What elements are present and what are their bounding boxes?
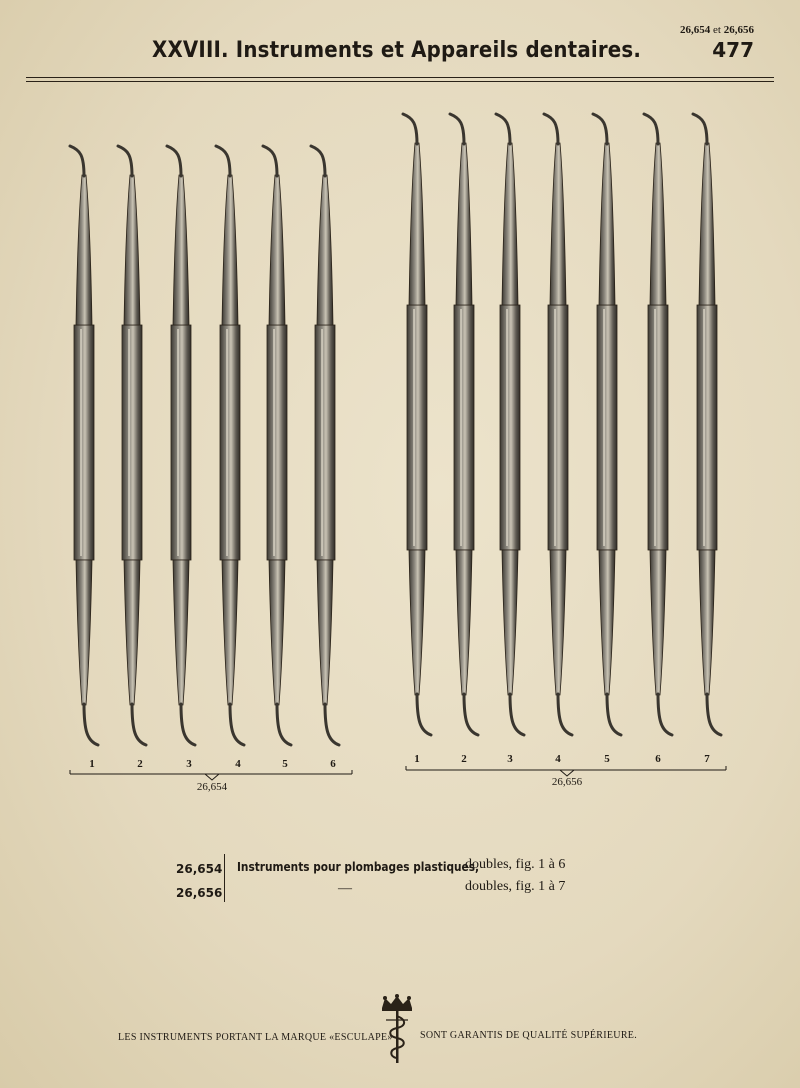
upper-shank [699, 143, 715, 305]
upper-tip [311, 146, 325, 176]
upper-shank [650, 143, 666, 305]
upper-tip [263, 146, 277, 176]
instrument-b-2 [450, 114, 478, 735]
instrument-handle [597, 305, 617, 550]
upper-shank [317, 175, 333, 325]
instrument-handle [74, 325, 94, 560]
lower-shank [124, 560, 140, 705]
figure-number-b-4: 4 [555, 753, 561, 765]
instrument-handle [407, 305, 427, 550]
lower-tip [558, 694, 572, 735]
lower-shank [456, 550, 472, 695]
instrument-b-4 [544, 114, 572, 735]
figure-number-a-4: 4 [235, 758, 241, 770]
instrument-b-3 [496, 114, 524, 735]
page-title: XXVIII. Instruments et Appareils dentaires. [152, 38, 642, 63]
instrument-handle [648, 305, 668, 550]
lower-tip [607, 694, 621, 735]
figure-number-b-6: 6 [655, 753, 661, 765]
upper-tip [544, 114, 558, 144]
ref-b: 26,656 [723, 24, 754, 36]
lower-tip [707, 694, 721, 735]
figure-number-a-3: 3 [186, 758, 192, 770]
lower-tip [510, 694, 524, 735]
lower-tip [325, 704, 339, 745]
entry-ref-26654: 26,654 [176, 862, 223, 876]
bracket-group-b [406, 766, 726, 776]
figure-number-a-2: 2 [137, 758, 143, 770]
lower-shank [269, 560, 285, 705]
upper-shank [502, 143, 518, 305]
figure-number-a-5: 5 [282, 758, 288, 770]
lower-shank [502, 550, 518, 695]
instrument-handle [500, 305, 520, 550]
instrument-handle [171, 325, 191, 560]
upper-tip [644, 114, 658, 144]
entry-text-26656: doubles, fig. 1 à 7 [465, 879, 566, 894]
figure-number-b-7: 7 [704, 753, 710, 765]
group-b-label: 26,656 [551, 776, 583, 788]
upper-tip [167, 146, 181, 176]
lower-tip [277, 704, 291, 745]
upper-shank [173, 175, 189, 325]
page-number: 477 [712, 38, 754, 62]
upper-tip [70, 146, 84, 176]
upper-tip [450, 114, 464, 144]
lower-tip [84, 704, 98, 745]
lower-tip [230, 704, 244, 745]
lower-shank [550, 550, 566, 695]
bracket-group-a [70, 770, 352, 780]
entry-ref-26656: 26,656 [176, 886, 223, 900]
entry-text-26654: doubles, fig. 1 à 6 [465, 857, 566, 872]
figure-number-b-1: 1 [414, 753, 420, 765]
instrument-handle [220, 325, 240, 560]
instrument-a-4 [216, 146, 244, 745]
lower-shank [599, 550, 615, 695]
upper-shank [409, 143, 425, 305]
column-divider [224, 854, 225, 902]
upper-shank [269, 175, 285, 325]
instrument-b-1 [403, 114, 431, 735]
instrument-handle [267, 325, 287, 560]
figure-number-a-6: 6 [330, 758, 336, 770]
instrument-b-7 [693, 114, 721, 735]
instrument-handle [548, 305, 568, 550]
upper-tip [403, 114, 417, 144]
upper-shank [550, 143, 566, 305]
upper-shank [456, 143, 472, 305]
lower-shank [173, 560, 189, 705]
instrument-b-5 [593, 114, 621, 735]
footer-right-text: SONT GARANTIS DE QUALITÉ SUPÉRIEURE. [420, 1030, 638, 1041]
lower-tip [417, 694, 431, 735]
lower-tip [464, 694, 478, 735]
instrument-a-2 [118, 146, 146, 745]
upper-tip [593, 114, 607, 144]
instrument-a-1 [70, 146, 98, 745]
figure-number-a-1: 1 [89, 758, 95, 770]
upper-shank [76, 175, 92, 325]
lower-shank [409, 550, 425, 695]
lower-tip [658, 694, 672, 735]
instrument-handle [315, 325, 335, 560]
lower-shank [317, 560, 333, 705]
instrument-a-3 [167, 146, 195, 745]
upper-shank [599, 143, 615, 305]
figure-number-b-5: 5 [604, 753, 610, 765]
lower-shank [222, 560, 238, 705]
upper-tip [693, 114, 707, 144]
instrument-handle [122, 325, 142, 560]
upper-shank [222, 175, 238, 325]
lower-shank [699, 550, 715, 695]
entry-name: Instruments pour plombages plastiques, [237, 860, 480, 874]
description-table [0, 848, 800, 908]
figure-number-b-2: 2 [461, 753, 467, 765]
instrument-a-5 [263, 146, 291, 745]
lower-shank [650, 550, 666, 695]
upper-tip [496, 114, 510, 144]
upper-shank [124, 175, 140, 325]
ditto-dash: — [338, 881, 352, 896]
group-a-label: 26,654 [196, 781, 228, 793]
figure-number-b-3: 3 [507, 753, 513, 765]
instrument-handle [454, 305, 474, 550]
esculape-crown-serpent-icon [376, 994, 418, 1066]
instrument-a-6 [311, 146, 339, 745]
footer-left-text: LES INSTRUMENTS PORTANT LA MARQUE «ESCULAPE» [118, 1032, 393, 1043]
upper-tip [216, 146, 230, 176]
ref-a: 26,654 [680, 24, 711, 36]
upper-tip [118, 146, 132, 176]
ref-joiner: et [713, 24, 721, 36]
lower-tip [132, 704, 146, 745]
lower-tip [181, 704, 195, 745]
lower-shank [76, 560, 92, 705]
instrument-handle [697, 305, 717, 550]
instrument-b-6 [644, 114, 672, 735]
